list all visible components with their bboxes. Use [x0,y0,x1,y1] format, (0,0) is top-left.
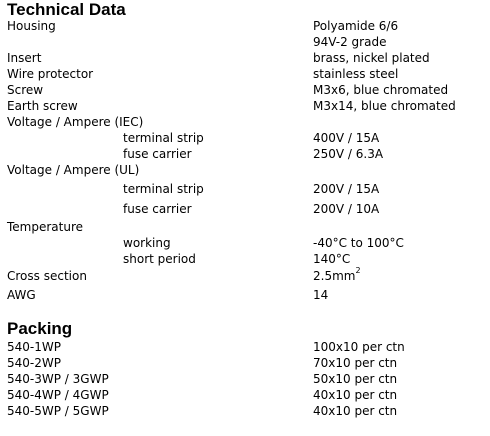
packing-heading: Packing [7,319,73,338]
packing-qty: 40x10 per ctn [313,404,398,418]
packing-qty: 50x10 per ctn [313,372,398,386]
iec-fuse-carrier-label: fuse carrier [123,147,192,161]
iec-terminal-strip-value: 400V / 15A [313,131,380,145]
temperature-short-period-label: short period [123,252,196,266]
housing-label: Housing [7,19,56,33]
packing-model: 540-4WP / 4GWP [7,388,109,402]
awg-value: 14 [313,288,329,302]
insert-value: brass, nickel plated [313,51,430,65]
packing-qty: 70x10 per ctn [313,356,398,370]
ul-terminal-strip-value: 200V / 15A [313,182,380,196]
packing-model: 540-5WP / 5GWP [7,404,109,418]
temperature-working-label: working [123,236,171,250]
awg-label: AWG [7,288,36,302]
packing-qty: 100x10 per ctn [313,340,405,354]
wire-protector-value: stainless steel [313,67,399,81]
temperature-label: Temperature [7,220,84,234]
cross-section-value [313,268,361,284]
temperature-short-period-value: 140°C [313,252,351,266]
voltage-iec-label: Voltage / Ampere (IEC) [7,115,144,129]
iec-terminal-strip-label: terminal strip [123,131,204,145]
ul-fuse-carrier-label: fuse carrier [123,202,192,216]
cross-section-exponent: 2 [355,266,361,275]
housing-grade-value: 94V-2 grade [313,35,387,49]
ul-terminal-strip-label: terminal strip [123,182,204,196]
packing-model: 540-3WP / 3GWP [7,372,109,386]
technical-data-heading: Technical Data [7,0,126,19]
ul-fuse-carrier-value: 200V / 10A [313,202,380,216]
earth-screw-value: M3x14, blue chromated [313,99,456,113]
wire-protector-label: Wire protector [7,67,94,81]
cross-section-label: Cross section [7,269,87,283]
iec-fuse-carrier-value: 250V / 6.3A [313,147,384,161]
packing-model: 540-1WP [7,340,61,354]
packing-model: 540-2WP [7,356,61,370]
cross-section-number: 2.5mm [313,269,356,283]
housing-value: Polyamide 6/6 [313,19,399,33]
screw-value: M3x6, blue chromated [313,83,449,97]
packing-qty: 40x10 per ctn [313,388,398,402]
screw-label: Screw [7,83,44,97]
temperature-working-value: -40°C to 100°C [313,236,404,250]
earth-screw-label: Earth screw [7,99,78,113]
voltage-ul-label: Voltage / Ampere (UL) [7,163,140,177]
insert-label: Insert [7,51,42,65]
